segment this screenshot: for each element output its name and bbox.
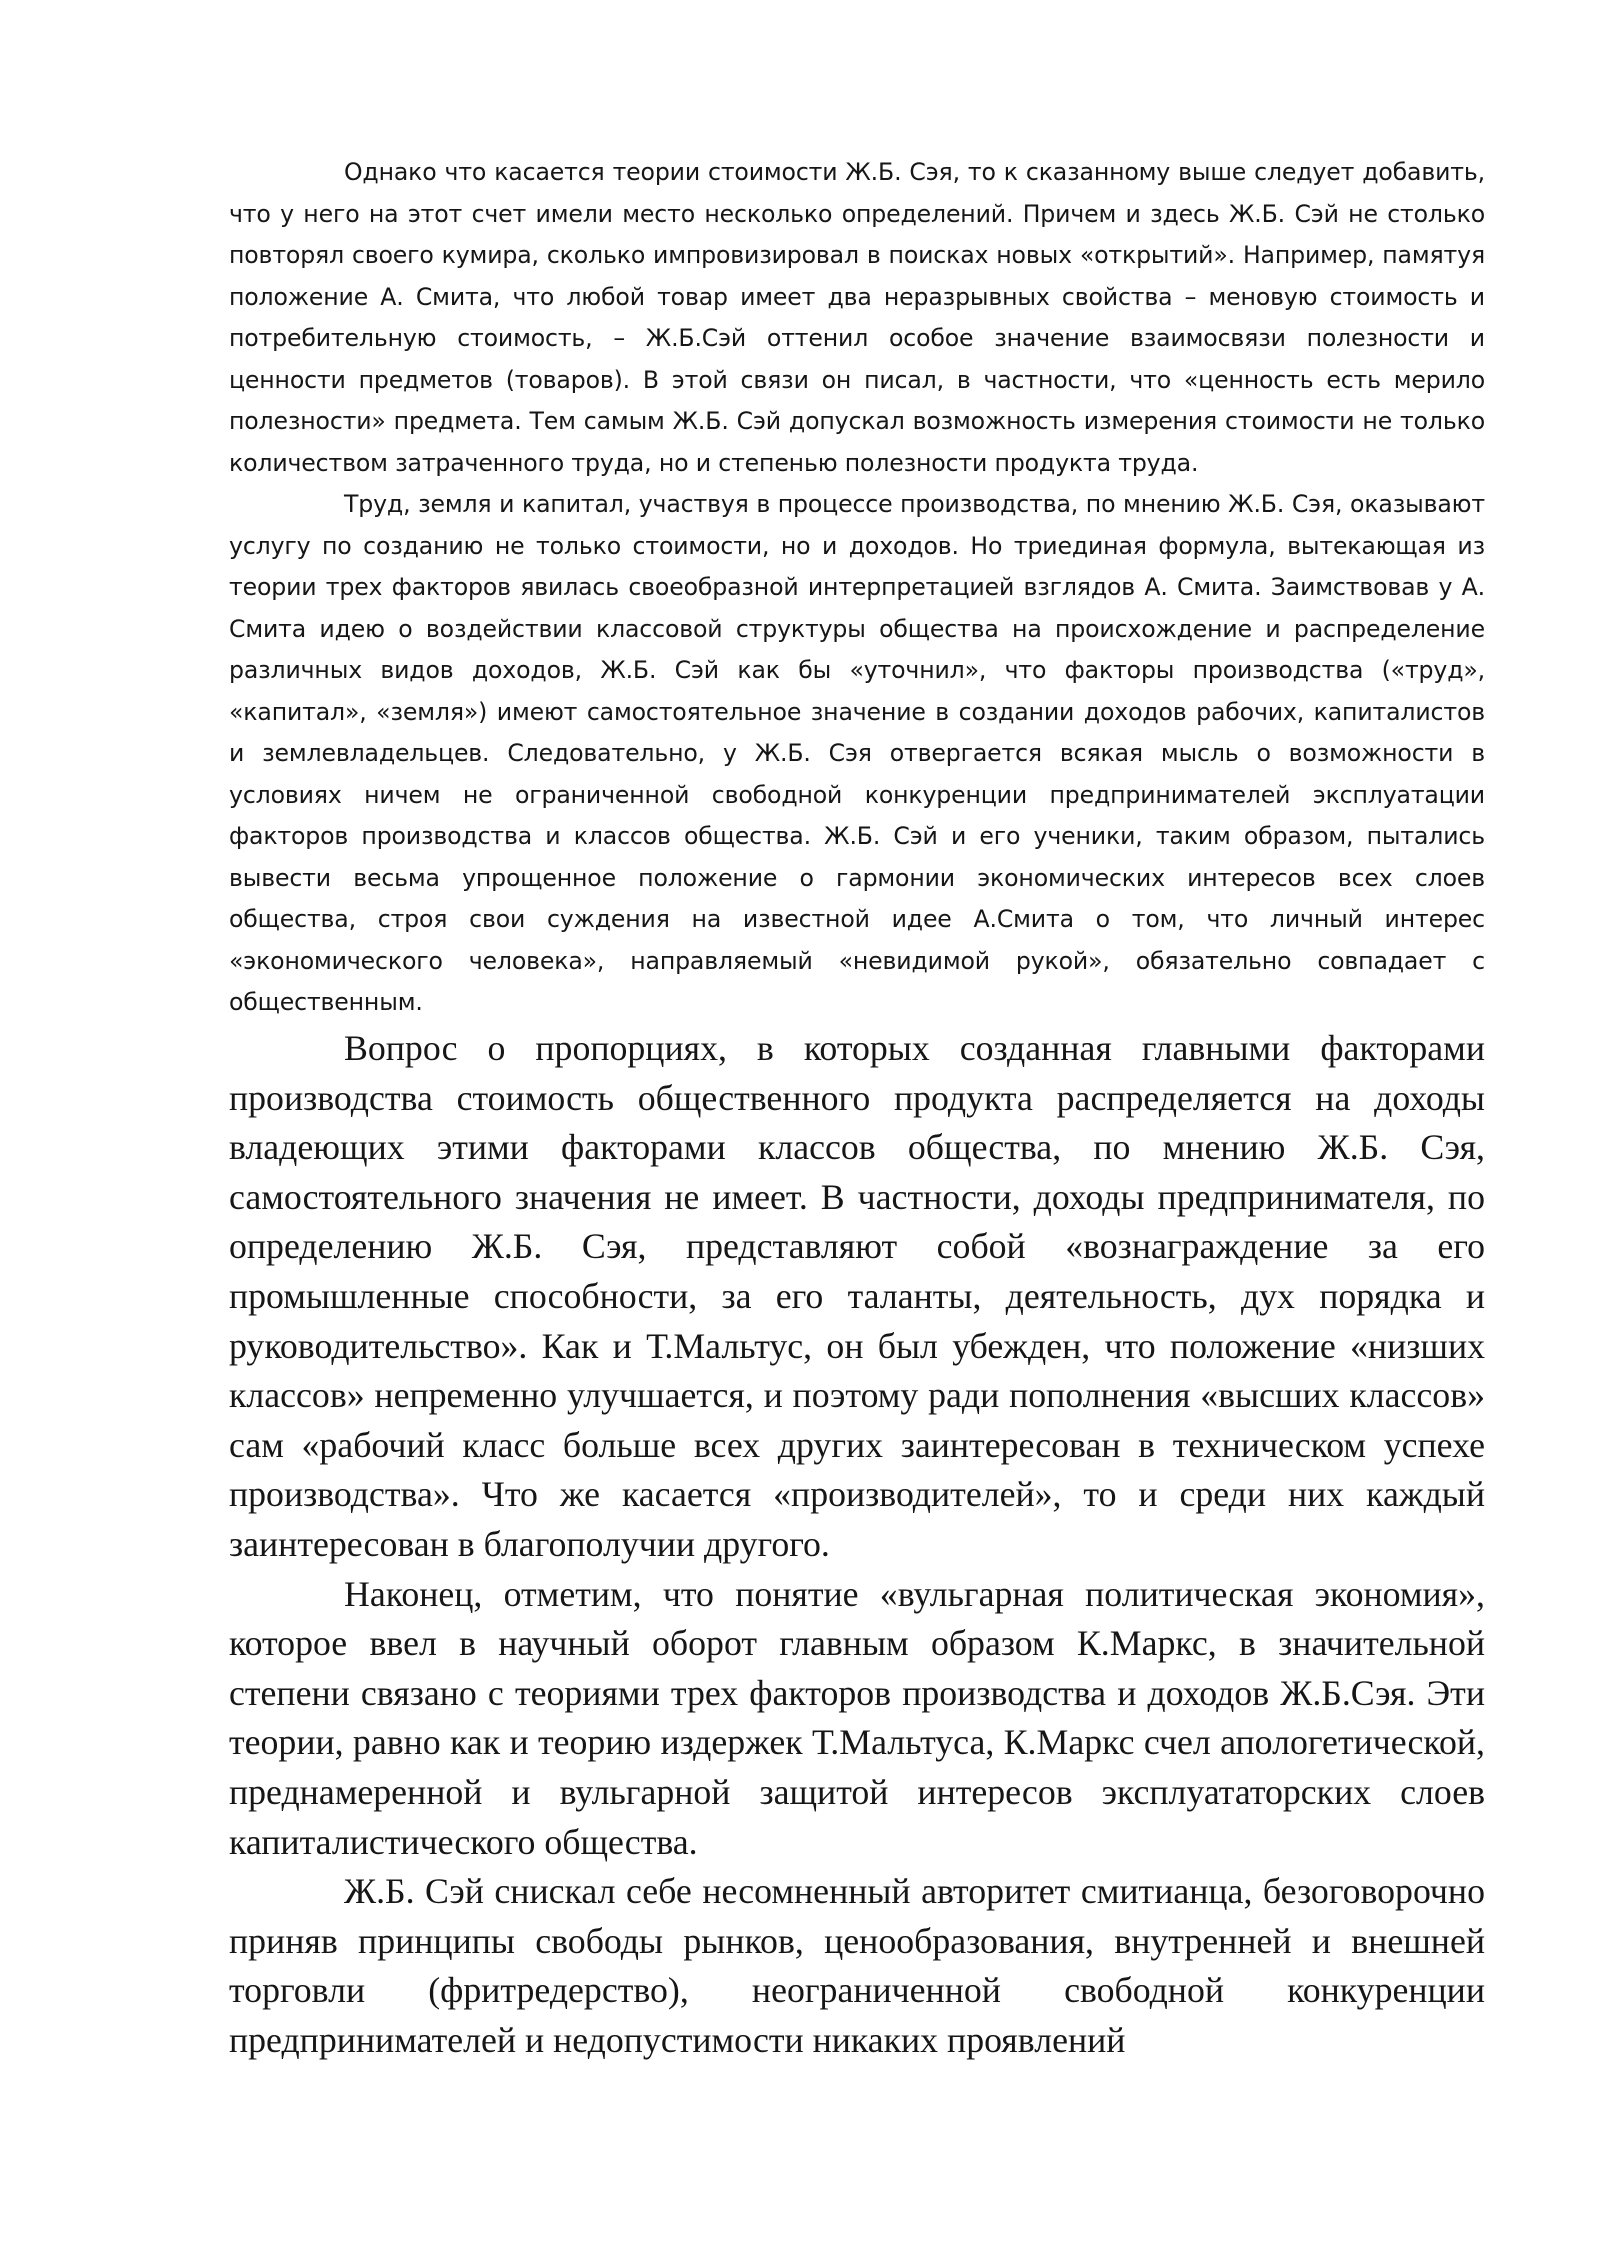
- paragraph-three-factors: Труд, земля и капитал, участвуя в процессе производства, по мнению Ж.Б. Сэя, оказывают услугу по созданию не только стоимости, но и доходов. Но триединая формула, вытекающая из теории трех факторов явилась своеобразной интерпретацией взглядов А. Смита. Заимствовав у А. Смита идею о воздействии классовой структуры общества на происхождение и распределение различных видов доходов, Ж.Б. Сэй как бы «уточнил», что факторы производства («труд», «капитал», «земля») имеют самостоятельное значение в создании доходов рабочих, капиталистов и землевладельцев. Следовательно, у Ж.Б. Сэя отвергается всякая мысль о возможности в условиях ничем не ограниченной свободной конкуренции предпринимателей эксплуатации факторов производства и классов общества. Ж.Б. Сэй и его ученики, таким образом, пытались вывести весьма упрощенное положение о гармонии экономических интересов всех слоев общества, строя свои суждения на известной идее А.Смита о том, что личный интерес «экономического человека», направляемый «невидимой рукой», обязательно совпадает с общественным.: [229, 490, 1485, 1016]
- paragraph-income-proportions: Вопрос о пропорциях, в которых созданная главными факторами производства стоимость общественного продукта распределяется на доходы владеющих этими факторами классов общества, по мнению Ж.Б. Сэя, самостоятельного значения не имеет. В частности, доходы предпринимателя, по определению Ж.Б. Сэя, представляют собой «вознаграждение за его промышленные способности, за его таланты, деятельность, дух порядка и руководительство». Как и Т.Мальтус, он был убежден, что положение «низших классов» непременно улучшается, и поэтому ради пополнения «высших классов» сам «рабочий класс больше всех других заинтересован в техническом успехе производства». Что же касается «производителей», то и среди них каждый заинтересован в благополучии другого.: [229, 1028, 1485, 1564]
- small-text-section: [229, 152, 1485, 1024]
- paragraph-vulgar-economy: Наконец, отметим, что понятие «вульгарная политическая экономия», которое ввел в научный оборот главным образом К.Маркс, в значительной степени связано с теориями трех факторов производства и доходов Ж.Б.Сэя. Эти теории, равно как и теорию издержек Т.Мальтуса, К.Маркс счел апологетической, преднамеренной и вульгарной защитой интересов эксплуататорских слоев капиталистического общества.: [229, 1573, 1485, 1862]
- paragraph-smithian-authority: Ж.Б. Сэй снискал себе несомненный авторитет смитианца, безоговорочно приняв принципы свободы рынков, ценообразования, внутренней и внешней торговли (фритредерство), неограниченной свободной конкуренции предпринимателей и недопустимости никаких проявлений: [229, 1871, 1485, 2060]
- paragraph-say-value-theory: Однако что касается теории стоимости Ж.Б. Сэя, то к сказанному выше следует добавить, что у него на этот счет имели место несколько определений. Причем и здесь Ж.Б. Сэй не столько повторял своего кумира, сколько импровизировал в поисках новых «открытий». Например, памятуя положение А. Смита, что любой товар имеет два неразрывных свойства – меновую стоимость и потребительную стоимость, – Ж.Б.Сэй оттенил особое значение взаимосвязи полезности и ценности предметов (товаров). В этой связи он писал, в частности, что «ценность есть мерило полезности» предмета. Тем самым Ж.Б. Сэй допускал возможность измерения стоимости не только количеством затраченного труда, но и степенью полезности продукта труда.: [229, 158, 1485, 477]
- large-text-section: [229, 1024, 1485, 2065]
